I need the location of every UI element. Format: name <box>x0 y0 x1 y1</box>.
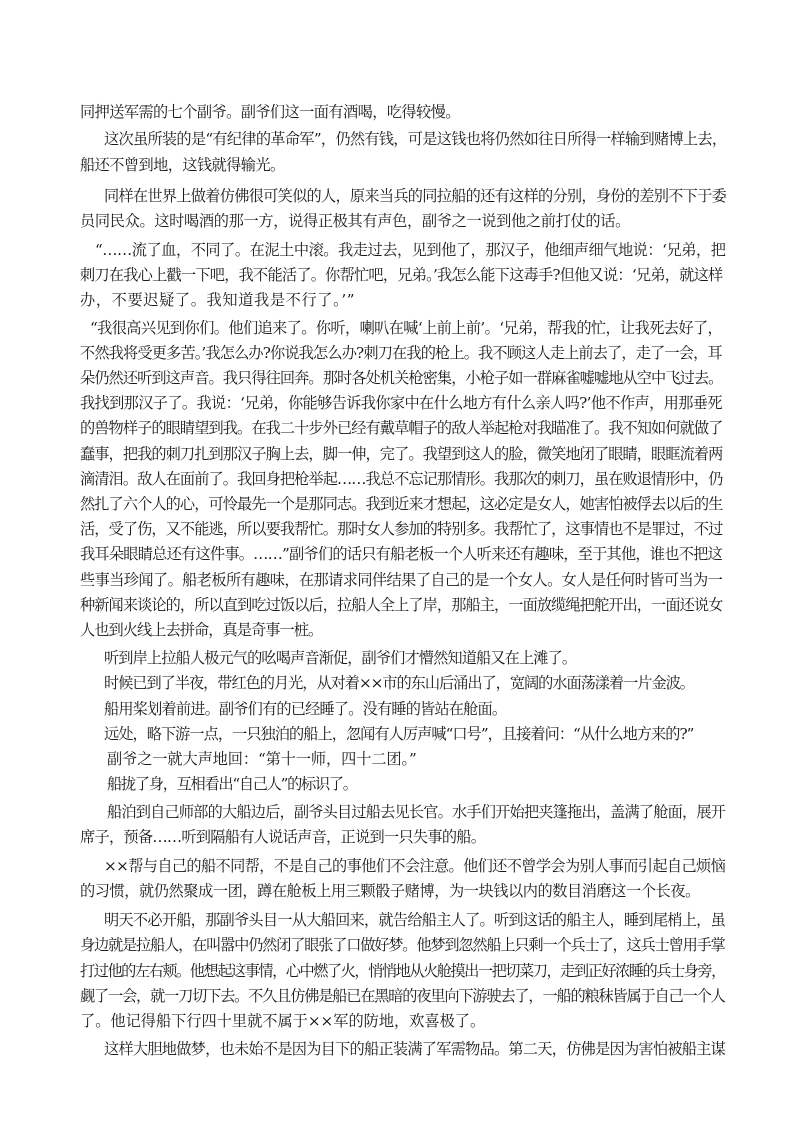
text-line: 了。他记得船下行四十里就不属于××军的防地，欢喜极了。 <box>80 1012 486 1030</box>
text-line: 觑了一会，就一刀切下去。不久且仿佛是船已在黑暗的夜里向下游驶去了，一船的粮秣皆属于自己一个人 <box>80 987 725 1005</box>
text-line: 种新闻来谈论的，所以直到吃过饭以后，拉船人全上了岸，那船主，一面放缆绳把舵开出，一面还说女 <box>80 596 723 614</box>
text-line: 刺刀在我心上戳一下吧，我不能活了。你帮忙吧，兄弟。’我怎么能下这毒手?但他又说：‘兄弟，就这样 <box>80 266 723 284</box>
text-line: 活，受了伤，又不能逃，所以要我帮忙。那时女人参加的特别多。我帮忙了，这事情也不是罪过，不过 <box>80 520 723 538</box>
text-line: 滴清泪。敌人在面前了。我回身把枪举起……我总不忘记那情形。我那次的刺刀，虽在败退情形中，仍 <box>80 470 723 488</box>
text-line: ××帮与自己的船不同帮，不是自己的事他们不会注意。他们还不曾学会为别人事而引起自己烦恼 <box>104 857 726 875</box>
text-line: 船用桨划着前进。副爷们有的已经睡了。没有睡的皆站在舱面。 <box>104 700 507 718</box>
text-line: 办，不要迟疑了。我知道我是不行了。’” <box>80 291 356 309</box>
text-line: 时候已到了半夜，带红色的月光，从对着××市的东山后涌出了，宽阔的水面荡漾着一片金波。 <box>104 674 694 692</box>
text-line: 些事当珍闻了。船老板所有趣味，在那请求同伴结果了自己的是一个女人。女人是任何时皆可当为一 <box>80 571 723 589</box>
text-line: 明天不必开船，那副爷头目一从大船回来，就告给船主人了。听到这话的船主人，睡到尾梢上，虽 <box>104 911 726 929</box>
text-line: 身边就是拉船人，在叫嚣中仍然闭了眼张了口做好梦。他梦到忽然船上只剩一个兵士了，这兵士曾用手掌 <box>80 936 725 954</box>
text-line: 蠢事，把我的刺刀扎到那汉子胸上去，脚一伸，完了。我望到这人的脸，微笑地闭了眼睛，眼眶流着两 <box>80 445 723 463</box>
text-line: 人也到火线上去拼命，真是奇事一桩。 <box>80 621 323 639</box>
text-line: 的习惯，就仍然聚成一团，蹲在舱板上用三颗骰子赌博，为一块钱以内的数目消磨这一个长夜。 <box>80 882 700 900</box>
text-line: 这次虽所装的是“有纪律的革命军”，仍然有钱，可是这钱也将仍然如往日所得一样输到赌博上去， <box>104 130 727 148</box>
text-line: 的兽物样子的眼睛望到我。在我二十步外已经有戴草帽子的敌人举起枪对我瞄准了。我不知如何就做了 <box>80 419 723 437</box>
text-line: 我找到那汉子了。我说：‘兄弟，你能够告诉我你家中在什么地方有什么亲人吗?’他不作声，用那垂死 <box>80 394 722 412</box>
text-line: 我耳朵眼睛总还有这件事。……”副爷们的话只有船老板一个人听来还有趣味，至于其他，谁也不把这 <box>80 545 722 563</box>
text-line: 这样大胆地做梦，也未始不是因为目下的船正装满了军需物品。第二天，仿佛是因为害怕被船主谋 <box>104 1040 726 1058</box>
text-line: 副爷之一就大声地回：“第十一师，四十二团。” <box>107 750 417 768</box>
text-line: 席子，预备……听到隔船有人说话声音，正说到一只失事的船。 <box>80 828 486 846</box>
text-line: 不然我将受更多苦。’我怎么办?你说我怎么办?刺刀在我的枪上。我不顾这人走上前去了，走了一会，耳 <box>80 344 722 362</box>
text-line: 船泊到自己师部的大船边后，副爷头目过船去见长官。水手们开始把夹篷拖出，盖满了舱面，展开 <box>107 803 726 821</box>
text-line: 然扎了六个人的心，可怜最先一个是那同志。我到近来才想起，这必定是女人，她害怕被俘去以后的生 <box>80 495 723 513</box>
text-line: “……流了血，不同了。在泥土中滚。我走过去，见到他了，那汉子，他细声细气地说：‘兄弟，把 <box>95 241 726 259</box>
text-line: 船拢了身，互相看出“自己人”的标识了。 <box>107 775 357 793</box>
text-line: 同样在世界上做着仿佛很可笑似的人，原来当兵的同拉船的还有这样的分别，身份的差别不下于委 <box>104 187 727 205</box>
text-line: 远处，略下游一点，一只独泊的船上，忽闻有人厉声喊“口号”，且接着问：“从什么地方来的?” <box>104 725 694 743</box>
text-line: 同押送军需的七个副爷。副爷们这一面有酒喝，吃得较慢。 <box>80 102 460 121</box>
text-line: 朵仍然还听到这声音。我只得往回奔。那时各处机关枪密集，小枪子如一群麻雀嘘嘘地从空中飞过去。 <box>80 369 723 387</box>
text-line: “我很高兴见到你们。他们追来了。你听，喇叭在喊‘上前上前’。‘兄弟，帮我的忙，让我死去好了， <box>90 319 723 337</box>
text-line: 员同民众。这时喝酒的那一方，说得正极其有声色，副爷之一说到他之前打仗的话。 <box>80 212 630 230</box>
text-line: 打过他的左右颊。他想起这事情，心中燃了火，悄悄地从火舱摸出一把切菜刀，走到正好浓睡的兵士身旁， <box>80 962 725 980</box>
text-line: 船还不曾到地，这钱就得输光。 <box>80 156 285 174</box>
text-line: 听到岸上拉船人极元气的吆喝声音渐促，副爷们才懵然知道船又在上滩了。 <box>104 649 577 667</box>
